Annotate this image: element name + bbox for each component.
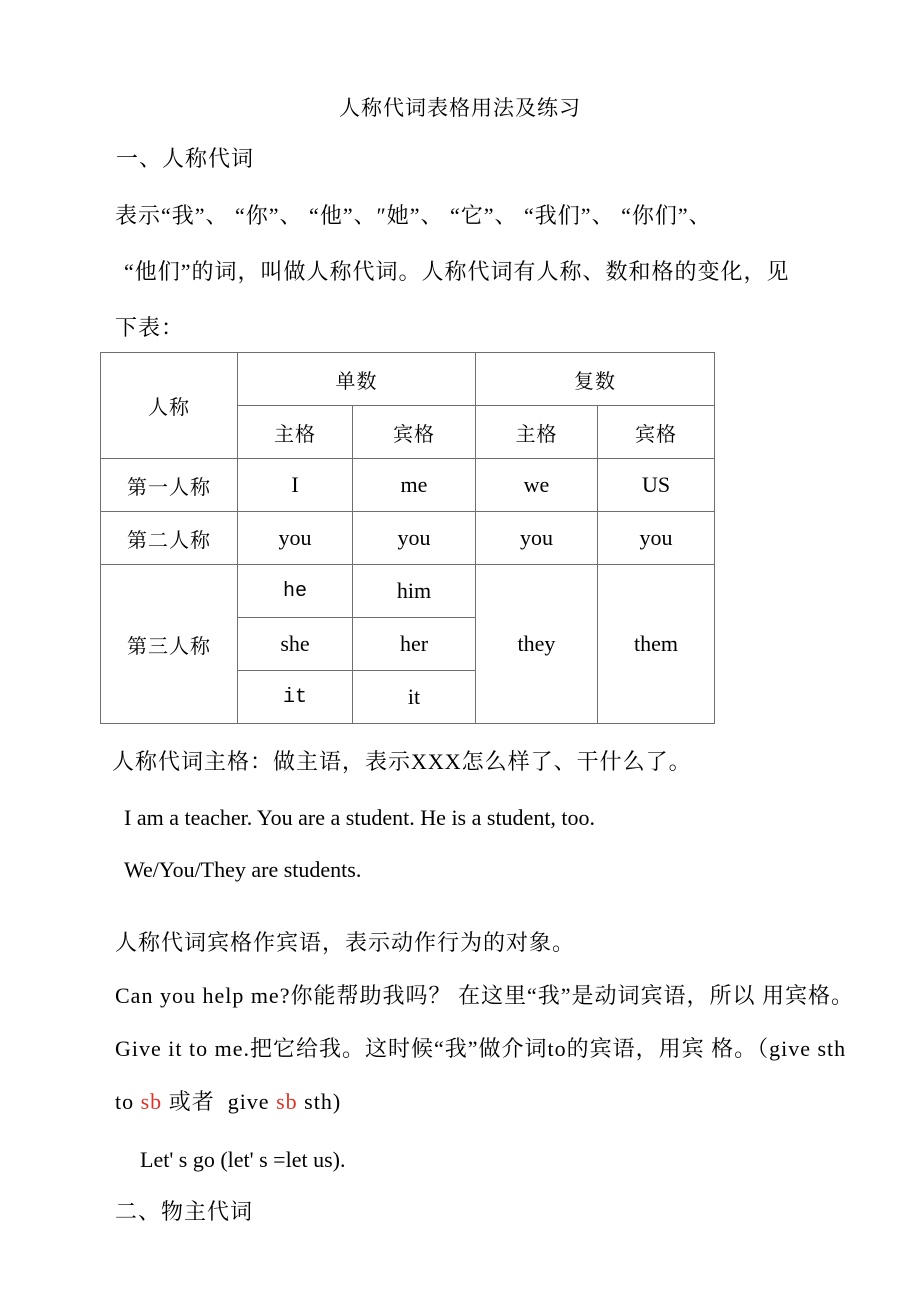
section1-heading: 一、人称代词 [116,146,255,171]
header-plural: 复数 [476,353,715,406]
second-sg-nom: you [238,512,353,565]
third-sg-acc-him: him [353,565,476,618]
first-sg-acc: me [353,459,476,512]
give-example-line-2 [115,1088,341,1116]
third-sg-acc-it: it [353,671,476,724]
lets-go-example: Let' s go (let' s =let us). [140,1147,346,1172]
intro-line-3: 下表： [115,315,185,340]
third-pl-nom: they [476,565,598,724]
page-title: 人称代词表格用法及练习 [339,96,581,120]
give-pattern-text: to [115,1089,141,1114]
header-person: 人称 [101,353,238,459]
header-pl-nominative: 主格 [476,406,598,459]
table-row-second-person [101,512,715,565]
first-pl-nom: we [476,459,598,512]
table-row-first-person [101,459,715,512]
give-pattern-sb-red-2: sb [276,1089,298,1114]
second-sg-acc: you [353,512,476,565]
first-pl-acc: US [598,459,715,512]
third-sg-nom-it: it [238,671,353,724]
second-pl-nom: you [476,512,598,565]
header-singular: 单数 [238,353,476,406]
give-pattern-sb-red-1: sb [140,1089,163,1114]
header-sg-nominative: 主格 [238,406,353,459]
give-pattern-text-mid: 或者 give [162,1089,277,1114]
third-person-label: 第三人称 [101,565,238,724]
give-pattern-text-end: sth) [297,1089,342,1114]
header-sg-accusative: 宾格 [353,406,476,459]
third-pl-acc: them [598,565,715,724]
second-pl-acc: you [598,512,715,565]
example-sentence-1: I am a teacher. You are a student. He is a student, too. [124,805,596,830]
nominative-note: 人称代词主格：做主语，表示XXX怎么样了、干什么了。 [112,749,692,774]
intro-line-1: 表示“我”、 “你”、 “他”、″她”、 “它”、 “我们”、 “你们”、 [115,203,712,228]
first-sg-nom: I [238,459,353,512]
second-person-label: 第二人称 [101,512,238,565]
header-pl-accusative: 宾格 [598,406,715,459]
section2-heading: 二、物主代词 [115,1199,254,1224]
example-sentence-2: We/You/They are students. [124,857,362,882]
table-row-third-person-he [101,565,715,618]
give-example-line-1: Give it to me.把它给我。这时候“我”做介词to的宾语，用宾 格。（give sth [115,1036,847,1061]
accusative-note: 人称代词宾格作宾语，表示动作行为的对象。 [115,930,576,955]
help-example-line: Can you help me?你能帮助我吗？ 在这里“我”是动词宾语，所以 用宾格。 [115,983,854,1008]
table-header-row-1 [101,353,715,406]
first-person-label: 第一人称 [101,459,238,512]
third-sg-nom-he: he [238,565,353,618]
third-sg-nom-she: she [238,618,353,671]
intro-line-2: “他们”的词，叫做人称代词。人称代词有人称、数和格的变化，见 [124,259,790,284]
third-sg-acc-her: her [353,618,476,671]
pronoun-table [100,352,715,724]
